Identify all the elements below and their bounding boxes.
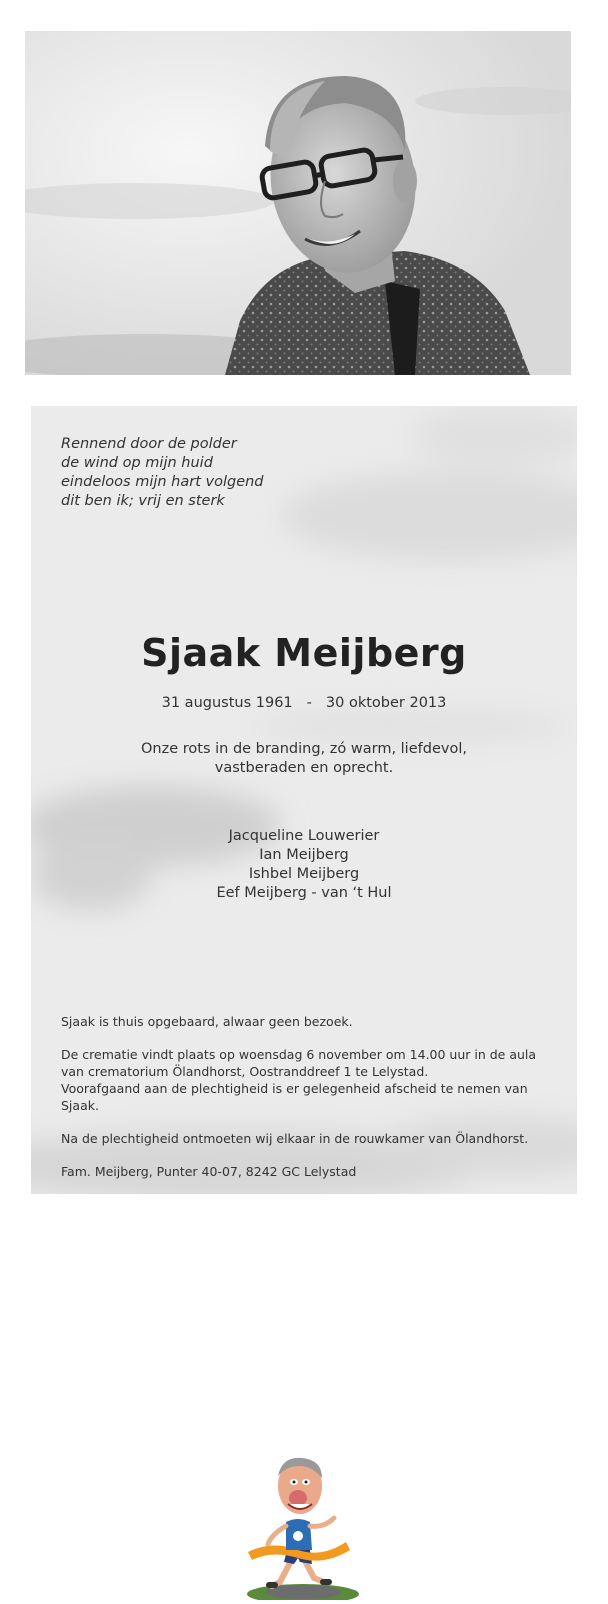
deceased-name: Sjaak Meijberg xyxy=(141,631,467,675)
poem-line: Rennend door de polder xyxy=(61,436,237,452)
family-list xyxy=(31,827,577,903)
poem-line: de wind op mijn huid xyxy=(61,455,213,471)
cremation-line: Voorafgaand aan de plechtigheid is er gelegenheid afscheid te nemen van Sjaak. xyxy=(61,1081,528,1113)
motto xyxy=(31,740,577,778)
ceremony-info xyxy=(61,1013,561,1194)
memorial-card xyxy=(31,406,577,1194)
family-member: Jacqueline Louwerier xyxy=(228,828,380,844)
date-separator: - xyxy=(306,695,312,711)
runner-caricature-illustration xyxy=(242,1454,364,1600)
birth-date: 31 augustus 1961 xyxy=(161,695,293,711)
family-member: Ian Meijberg xyxy=(259,847,349,863)
poem xyxy=(61,435,264,511)
gathering-note: Na de plechtigheid ontmoeten wij elkaar in de rouwkamer van Ölandhorst. xyxy=(61,1131,529,1146)
motto-line: Onze rots in de branding, zó warm, liefdevol, xyxy=(141,741,467,757)
cremation-line: De crematie vindt plaats op woensdag 6 november om 14.00 uur in de aula xyxy=(61,1047,537,1062)
viewing-note: Sjaak is thuis opgebaard, alwaar geen bezoek. xyxy=(61,1014,353,1029)
family-member: Ishbel Meijberg xyxy=(248,866,360,882)
life-dates xyxy=(31,695,577,711)
poem-line: eindeloos mijn hart volgend xyxy=(61,474,264,490)
family-address: Fam. Meijberg, Punter 40-07, 8242 GC Lelystad xyxy=(61,1164,357,1179)
cremation-line: van crematorium Ölandhorst, Oostranddreef 1 te Lelystad. xyxy=(61,1064,429,1079)
poem-line: dit ben ik; vrij en sterk xyxy=(61,493,225,509)
portrait-illustration xyxy=(25,31,571,375)
portrait-photo xyxy=(25,31,571,375)
motto-line: vastberaden en oprecht. xyxy=(214,760,394,776)
death-date: 30 oktober 2013 xyxy=(325,695,447,711)
family-member: Eef Meijberg - van ‘t Hul xyxy=(216,885,392,901)
runner-caricature xyxy=(242,1454,364,1600)
